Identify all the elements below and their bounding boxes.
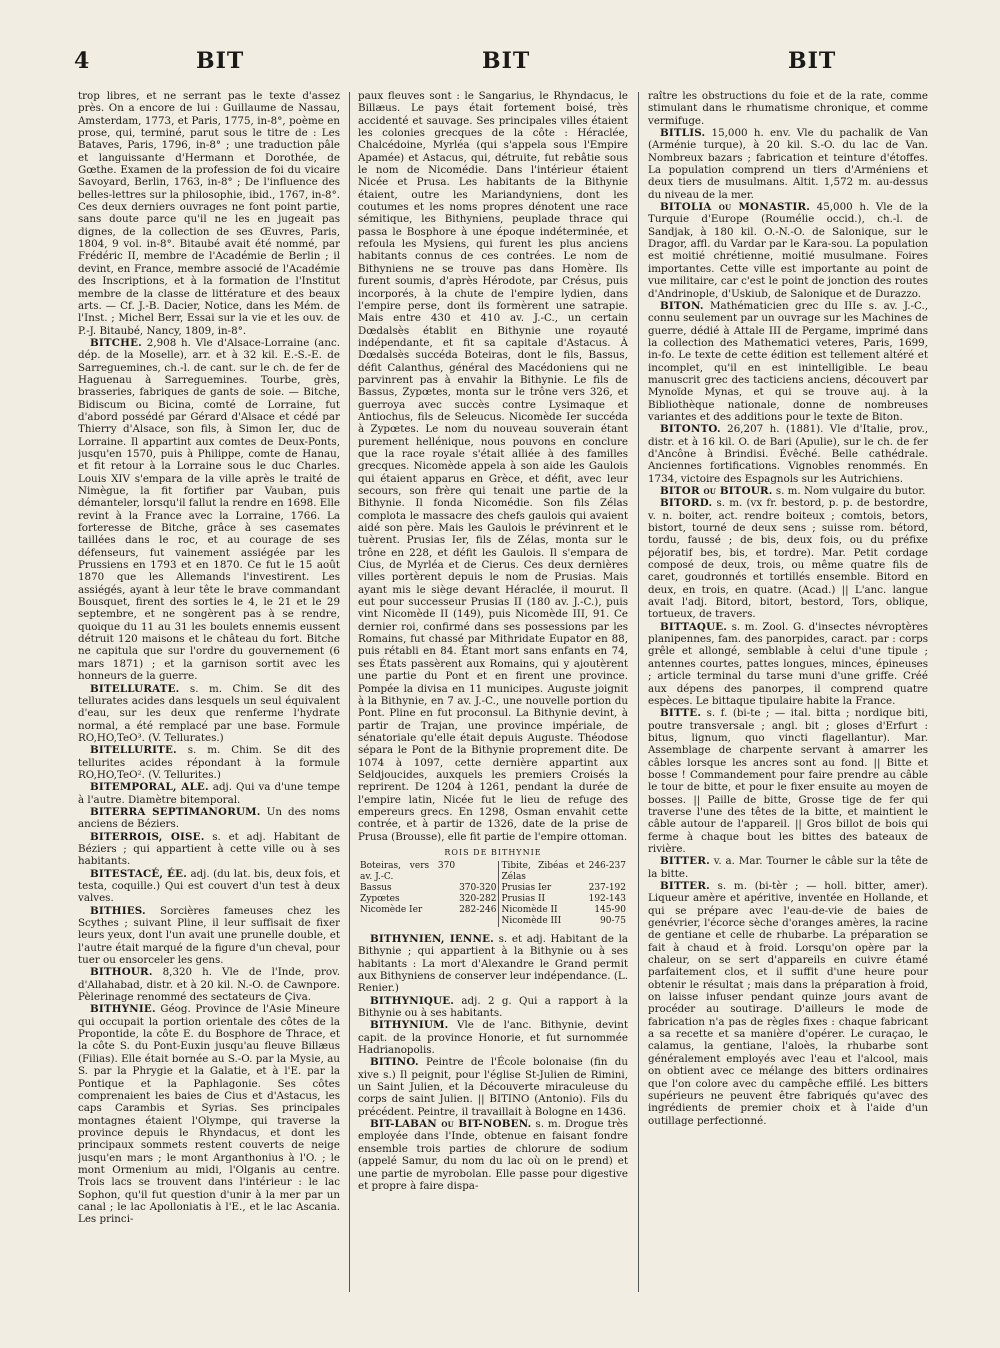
dictionary-entry (78, 806, 340, 831)
entry-text: v. a. Mar. Tourner le câble sur la tête de la bitte. (648, 855, 928, 880)
dictionary-entry (358, 995, 628, 1020)
reign-years: 370-320 (459, 882, 497, 893)
dictionary-entry (358, 933, 628, 995)
entry-headword: BITHYNIQUE. (370, 994, 455, 1007)
reign-years: 90-75 (600, 915, 626, 926)
dictionary-entry (648, 707, 928, 855)
entry-text: adj. (du lat. bis, deux fois, et testa, coquille.) Qui est couvert d'un test à deux valves. (78, 867, 340, 905)
king-name: Boteiras, vers 370 av. J.-C. (360, 860, 456, 882)
entry-headword: BITTER. (660, 880, 710, 892)
entry-headword: BITON. (660, 299, 704, 312)
kings-table-title: ROIS DE BITHYNIE (444, 847, 542, 857)
entry-headword: BITTAQUE. (660, 620, 728, 633)
reign-years: 145-90 (594, 904, 626, 915)
entry-headword: BITORD. (660, 497, 713, 510)
dictionary-entry (78, 744, 340, 781)
dictionary-entry (78, 1003, 340, 1225)
entry-text: adj. Qui va d'une tempe à l'autre. Diamètre bitemporal. (78, 781, 340, 806)
entry-text: 15,000 h. env. Vle du pachalik de Van (Arménie turque), à 20 kil. S.-O. du lac de Van. Nombreux bazars ; fabrication et teinture d'étoffes. La population comprend un tiers d'Arméniens et deux tiers de musulmans. Altit. 1,572 m. au-dessus du niveau de la mer. (648, 127, 928, 201)
entry-headword: BITERRA SEPTIMANORUM. (90, 805, 261, 818)
entry-text: Mathématicien grec du IIIe s. av. J.-C., connu seulement par un ouvrage sur les Machines de guerre, dédié à Attale III de Pergame, imprimé dans la collection des Mathematici veteres, Paris, 1699, in-fo. Le texte de cette édition est tellement altéré et incomplet, qu'il en est inintelligible. Le beau manuscrit grec des tacticiens anciens, découvert par Mynoïde Mynas, et qui se trouve auj. à la Bibliothèque nationale, donne de nombreuses variantes et des additions pour le texte de Biton. (648, 299, 928, 423)
dictionary-entry (358, 1056, 628, 1118)
entry-headword: BITELLURITE. (90, 744, 177, 757)
table-row (358, 894, 628, 905)
dictionary-entry (648, 621, 928, 707)
entry-text: 26,207 h. (1881). Vle d'Italie, prov., distr. et à 16 kil. O. de Bari (Apulie), sur le ch. de fer d'Ancône à Brindisi. Évêché. Belle cathédrale. Anciennes fortifications. Vignobles renommés. En 1734, victoire des Espagnols sur les Autrichiens. (648, 423, 928, 485)
dictionary-entry (78, 868, 340, 905)
entry-headword: BITCHE. (90, 336, 142, 349)
king-name: Nicomède II (499, 905, 587, 916)
entry-text: s. m. Nom vulgaire du butor. (772, 485, 926, 497)
entry-text: 8,320 h. Vle de l'Inde, prov. d'Allahabad, distr. et à 20 kil. N.-O. de Cawnpore. Pèlerinage renommé des sectateurs de Çiva. (78, 966, 340, 1004)
dictionary-entry (648, 300, 928, 423)
dictionary-entry (358, 1118, 628, 1192)
reign-years: 320-282 (459, 893, 497, 904)
king-name: Bassus (360, 882, 392, 893)
entry-headword: BITELLURATE. (90, 682, 180, 695)
column-left (78, 90, 340, 1300)
dictionary-entry (78, 831, 340, 868)
column-right (648, 90, 928, 1300)
dictionary-entry (78, 781, 340, 806)
entry-headword: BITOLIA ou MONASTIR. (660, 201, 811, 214)
entry-text: adj. 2 g. Qui a rapport à la Bithynie ou à ses habitants. (358, 994, 628, 1020)
running-head-center: BIT (482, 48, 531, 74)
table-row (358, 883, 628, 894)
dictionary-entry (648, 880, 928, 1127)
dictionary-entry (78, 905, 340, 967)
entry-text: paux fleuves sont : le Sangarius, le Rhyndacus, le Billæus. Le pays était fortement boisé, très accidenté et sauvage. Ses principales villes étaient les colonies grecques de la côte : Héraclée, Chalcédoine, Myrléa (qui s'appela sous l'Empire Apamée) et Astacus, qui, détruite, fut rebâtie sous le nom de Nicomédie. Dans l'intérieur étaient Nicée et Prusa. Les habitants de la Bithynie étaient, outre les Mariandyniens, dont les coutumes et les noms propres dénotent une race sémitique, les Bithyniens, peuplade thrace qui passa le Bosphore à une époque indéterminée, et refoula les Mysiens, qui furent les plus anciens habitants connus de ces contrées. Le nom de Bithyniens ne se trouve pas dans Homère. Ils furent soumis, d'après Hérodote, par Crésus, puis incorporés, à la chute de l'empire lydien, dans l'empire perse, dont ils formèrent une satrapie. Mais entre 430 et 410 av. J.-C., un certain Dœdalsès établit en Bithynie une royauté indépendante, et fit sa capitale d'Astacus. À Dœdalsès succéda Boteiras, dont le fils, Bassus, défit Calanthus, général des Macédoniens qui ne parvinrent pas à envahir la Bithynie. Le fils de Bassus, Zypœtes, monta sur le trône vers 326, et guerroya avec succès contre Lysimaque et Antiochus, fils de Seleucus. Nicomède Ier succéda à Zypœtes. Le nom du nouveau souverain étant purement hellénique, nous pouvons en conclure que la race royale s'était alliée à des familles grecques. Nicomède appela à son aide les Gaulois qui étaient apparus en Grèce, et défit, avec leur secours, son frère qui tenait une partie de la Bithynie. Il fonda Nicomédie. Son fils Zélas complota le massacre des chefs gaulois qui avaient aidé son père. Mais les Gaulois le prévinrent et le tuèrent. Prusias Ier, fils de Zélas, monta sur le trône en 228, et défit les Gaulois. Il s'empara de Cius, de Myrléa et de Cierus. Ces deux dernières villes portèrent depuis le nom de Prusias. Mais ayant mis le siège devant Héraclée, il mourut. Il eut pour successeur Prusias II (180 av. J.-C.), puis vint Nicomède II (149), puis Nicomède III, 91. Ce dernier roi, confirmé dans ses possessions par les Romains, fut chassé par Mithridate Eupator en 88, puis rétabli en 84. Étant mort sans enfants en 74, ses États passèrent aux Romains, qui y ajoutèrent une partie du Pont et en firent une province. Pompée la divisa en 11 municipes. Auguste joignit à la Bithynie, en 7 av. J.-C., une nouvelle portion du Pont. Pline en fut proconsul. La Bithynie devint, à partir de Trajan, une province impériale, de sénatoriale qu'elle était depuis Auguste. Théodose sépara le Pont de la Bithynie proprement dite. De 1074 à 1097, cette dernière appartint aux Seldjoucides, auxquels les premiers Croisés la reprirent. De 1204 à 1261, pendant la durée de l'empire latin, Nicée fut le lieu de refuge des empereurs grecs. En 1298, Osman envahit cette contrée, et à partir de 1326, date de la prise de Prusa (Brousse), elle fit partie de l'empire ottoman. (358, 90, 628, 843)
entry-text: Sorcières fameuses chez les Scythes ; suivant Pline, il leur suffisait de fixer leurs yeux, dont l'un avait une prunelle double, et l'autre était marqué de la figure d'un cheval, pour tuer ou ensorceler les gens. (78, 904, 340, 967)
entry-headword: BITOR ou BITOUR. (660, 485, 773, 497)
reign-years (457, 861, 499, 883)
dictionary-entry (648, 127, 928, 201)
running-head-right: BIT (788, 48, 837, 74)
dictionary-entry (78, 966, 340, 1003)
entry-text: s. f. (bi-te ; — ital. bitta ; nordique biti, poutre transversale ; angl. bit ; gloses d'Erfurt : bitus, lignum, quo vincti flagellantur). Mar. Assemblage de charpente servant à amarrer les câbles lorsque les ancres sont au fond. || Bitte et bosse ! Commandement pour faire prendre au câble le tour de bitte, et pour le fixer ensuite au moyen de bosses. || Paille de bitte, Grosse tige de fer qui traverse l'une des têtes de la bitte, et maintient le câble autour de l'appareil. || Gros billot de bois qui ferme à chaque bout les bittes des bateaux de rivière. (648, 707, 928, 855)
entry-text: s. et adj. Habitant de la Bithynie ; qui appartient à la Bithynie ou à ses habitants : La mort d'Alexandre le Grand permit aux Bithyniens de conserver leur indépendance. (L. Renier.) (358, 932, 628, 995)
entry-continuation (358, 90, 628, 843)
reign-years: 237-192 (588, 882, 626, 893)
entry-headword: BITINO. (370, 1056, 419, 1069)
entry-text: s. m. Drogue très employée dans l'Inde, obtenue en faisant fondre ensemble trois parties de chlorure de sodium (appelé Samur, du nom du lac où on le prend) et une partie de myrobolan. Elle passe pour digestive et propre à faire dispa- (358, 1118, 628, 1192)
dictionary-entry (648, 497, 928, 620)
dictionary-entry (78, 683, 340, 745)
entry-headword: BIT-LABAN ou BIT-NOBEN. (370, 1118, 532, 1131)
king-name: Prusias II (499, 894, 587, 905)
table-row (358, 916, 628, 927)
entry-headword: BITTE. (660, 707, 702, 720)
entry-headword: BITLIS. (660, 127, 706, 140)
dictionary-entry (648, 855, 928, 880)
running-head-left: BIT (196, 48, 245, 74)
dictionary-entry (78, 337, 340, 683)
entry-text: Peintre de l'École bolonaise (fin du xive s.) Il peignit, pour l'église St-Julien de Rimini, un Saint Julien, et la Découverte miraculeuse du corps de saint Julien. || BITINO (Antonio). Fils du précédent. Peintre, il travaillait à Bologne en 1436. (358, 1056, 628, 1118)
king-name (358, 916, 457, 927)
column-middle (358, 90, 628, 1300)
reign-years: 246-237 (588, 860, 626, 871)
entry-headword: BITHYNIEN, IENNE. (370, 932, 494, 945)
entry-text: s. m. Zool. G. d'insectes névroptères planipennes, fam. des panorpides, caract. par : corps grêle et allongé, semblable à celui d'une tipule ; antennes courtes, pattes longues, minces, épineuses ; article terminal du tarse muni d'une griffe. Créé aux dépens des panorpes, il comprend quatre espèces. Le bittaque tipulaire habite la France. (648, 620, 928, 707)
entry-text: Un des noms anciens de Béziers. (78, 805, 340, 831)
king-name: Zypœtes (360, 893, 400, 904)
dictionary-entry (648, 201, 928, 300)
table-row (358, 905, 628, 916)
reign-years: 192-143 (588, 893, 626, 904)
entry-text: Géog. Province de l'Asie Mineure qui occupait la portion orientale des côtes de la Propontide, la côte E. du Bosphore de Thrace, et la côte S. du Pont-Euxin jusqu'au fleuve Billæus (Filias). Elle était bornée au S.-O. par la Mysie, au S. par la Phrygie et la Galatie, et à l'E. par la Pontique et la Paphlagonie. Ses côtes comprenaient les baies de Cius et d'Astacus, les caps Carambis et Syrias. Ses principales montagnes étaient l'Olympe, qui traverse la province depuis le Rhyndacus, et dont les principaux sommets restent couverts de neige jusqu'en mars ; le mont Arganthonius à l'O. ; le mont Ormenium au midi, l'Olganis au centre. Trois lacs se trouvent dans l'intérieur : le lac Sophon, qu'il fut question d'unir à la mer par un canal ; le lac Apolloniatis à l'E., et le lac Ascania. Les princi- (78, 1003, 340, 1226)
column-rule (349, 92, 350, 1292)
entry-headword: BITESTACÉ, ÉE. (90, 867, 188, 880)
king-name: Tibite, Zibéas et Zélas (499, 861, 587, 883)
entry-headword: BITHYNIUM. (370, 1019, 449, 1032)
entry-text: 2,908 h. Vle d'Alsace-Lorraine (anc. dép. de la Moselle), arr. et à 32 kil. E.-S.-E. de Sarreguemines, ch.-l. de cant. sur le ch. de fer de Haguenau à Sarreguemines. Tourbe, grès, brasseries, fabriques de gants de soie. — Bitche, Bidiscum ou Bicina, comté de Lorraine, fut d'abord possédé par Gérard d'Alsace et cédé par Thierry d'Alsace, son fils, à Simon Ier, duc de Lorraine. Il appartint aux comtes de Deux-Ponts, jusqu'en 1570, puis à Philippe, comte de Hanau, et fit retour à la Lorraine sous le duc Charles. Louis XIV s'empara de la ville après le traité de Nimègue, la fit fortifier par Vauban, puis démanteler, lorsqu'il fallut la rendre en 1698. Elle revint à la France avec la Lorraine, 1766. La forteresse de Bitche, grâce à ses casemates taillées dans le roc, et au courage de ses défenseurs, fut vainement assiégée par les Prussiens en 1793 et en 1870. Ce fut le 15 août 1870 que les Allemands l'investirent. Les assiégés, ayant à leur tête le brave commandant Bousquet, firent des sorties le 4, le 21 et le 29 septembre, et ne songèrent pas à se rendre, quoique du 11 au 31 les boulets ennemis eussent détruit 120 maisons et le château du fort. Bitche ne capitula que sur l'ordre du gouvernement (6 mars 1871) ; et la garnison sortit avec les honneurs de la guerre. (78, 336, 340, 683)
entry-text: 45,000 h. Vle de la Turquie d'Europe (Roumélie occid.), ch.-l. de Sandjak, à 180 kil. O.-N.-O. de Salonique, sur le Dragor, affl. du Vardar par le Kara-sou. La population est moitié chrétienne, moitié musulmane. Foires importantes. Cette ville est importante au point de vue militaire, car c'est le point de jonction des routes d'Andrinople, d'Uskiub, de Salonique et de Durazzo. (648, 201, 928, 300)
page-number: 4 (74, 48, 91, 74)
entry-text: Vle de l'anc. Bithynie, devint capit. de la province Honorie, et fut surnommée Hadrianopolis. (358, 1019, 628, 1057)
entry-headword: BITEMPORAL, ALE. (90, 781, 209, 794)
entry-headword: BITHYNIE. (90, 1003, 156, 1016)
entry-text: trop libres, et ne serrant pas le texte d'assez près. On a encore de lui : Guillaume de Nassau, Amsterdam, 1773, et Paris, 1775, in-8°, poème en prose, qui, terminé, parut sous le titre de : Les Bataves, Paris, 1796, in-8° ; une traduction pâle et languissante d'Hermann et Dorothée, de Gœthe. Examen de la profession de foi du vicaire Savoyard, Berlin, 1763, in-8° ; De l'influence des belles-lettres sur la philosophie, ibid., 1767, in-8°. Ces deux derniers ouvrages ne font point partie, sans doute parce qu'il ne les en jugeait pas dignes, de la collection de ses Œuvres, Paris, 1804, 9 vol. in-8°. Bitaubé avait été nommé, par Frédéric II, membre de l'Académie de Berlin ; il devint, en France, membre associé de l'Académie des Inscriptions, et à la formation de l'Institut membre de la classe de littérature et des beaux arts. — Cf. J.-B. Dacier, Notice, dans les Mém. de l'Inst. ; Michel Berr, Essai sur la vie et les ouv. de P.-J. Bitaubé, Nancy, 1809, in-8°. (78, 90, 340, 337)
reign-years (457, 916, 499, 927)
entry-text: s. et adj. Habitant de Béziers ; qui appartient à cette ville ou à ses habitants. (78, 830, 340, 868)
king-name: Nicomède III (499, 916, 587, 927)
entry-text: s. m. Chim. Se dit des tellurites acides répondant à la formule RO,HO,TeO². (V. Tellurites.) (78, 744, 340, 781)
kings-table (358, 847, 628, 927)
dictionary-entry (648, 485, 928, 497)
entry-headword: BITTER. (660, 855, 710, 868)
entry-text: s. m. (vx fr. bestord, p. p. de bestordre, v. n. boiter, act. rendre boiteux ; comtois, betors, bistort, tourné de deux sens ; suisse rom. bétord, tordu, faussé ; de bis, deux fois, ou du préfixe péjoratif bes, bis, et tordre). Mar. Petit cordage composé de deux, trois, ou même quatre fils de caret, goudronnés et tortillés ensemble. Bitord en deux, en trois, en quatre. (Acad.) || L'anc. langue avait l'adj. Bitord, bitort, bestord, Tors, oblique, tortueux, de travers. (648, 497, 928, 621)
dictionary-entry (358, 1019, 628, 1056)
column-rule (638, 92, 639, 1292)
entry-headword: BITERROIS, OISE. (90, 830, 205, 843)
entry-headword: BITONTO. (660, 423, 721, 436)
entry-continuation (78, 90, 340, 337)
king-name: Prusias Ier (499, 883, 587, 894)
entry-continuation (648, 90, 928, 127)
reign-years: 282-246 (459, 904, 497, 915)
entry-text: raître les obstructions du foie et de la rate, comme stimulant dans le rhumatisme chronique, et comme vermifuge. (648, 90, 928, 127)
entry-headword: BITHIES. (90, 904, 146, 917)
dictionary-entry (648, 423, 928, 485)
king-name: Nicomède Ier (360, 904, 423, 915)
entry-text: s. m. Chim. Se dit des tellurates acides dans lesquels un seul équivalent d'eau, sur les deux que renferme l'hydrate normal, a été remplacé par une base. Formule RO,HO,TeO³. (V. Tellurates.) (78, 682, 340, 744)
table-row (358, 861, 628, 883)
entry-text: s. m. (bi-tèr ; — holl. bitter, amer). Liqueur amère et apéritive, inventée en Hollande, et qui se prépare avec l'eau-de-vie de baies de genévrier, l'écorce sèche d'oranges amères, la racine de gentiane et celle de rhubarbe. La préparation se fait à chaud et à froid. Lorsqu'on opère par la chaleur, on se sert d'appareils en cuivre étamé parfaitement clos, et il suffit d'une heure pour obtenir le résultat ; mais dans la préparation à froid, on laisse infuser pendant quinze jours avant de procéder au soutirage. D'ailleurs le mode de fabrication n'a pas de règles fixes : chaque fabricant a sa recette et sa manière d'opérer. Le curaçao, le calamus, la gentiane, l'aloès, la rhubarbe sont généralement employés avec l'eau et l'alcool, mais on obtient avec ce mélange des bitters ordinaires que l'on colore avec du campêche effilé. Les bitters supérieurs ne peuvent être fabriqués qu'avec des ingrédients de premier choix et à l'aide d'un outillage perfectionné. (648, 880, 928, 1127)
entry-headword: BITHOUR. (90, 966, 153, 979)
